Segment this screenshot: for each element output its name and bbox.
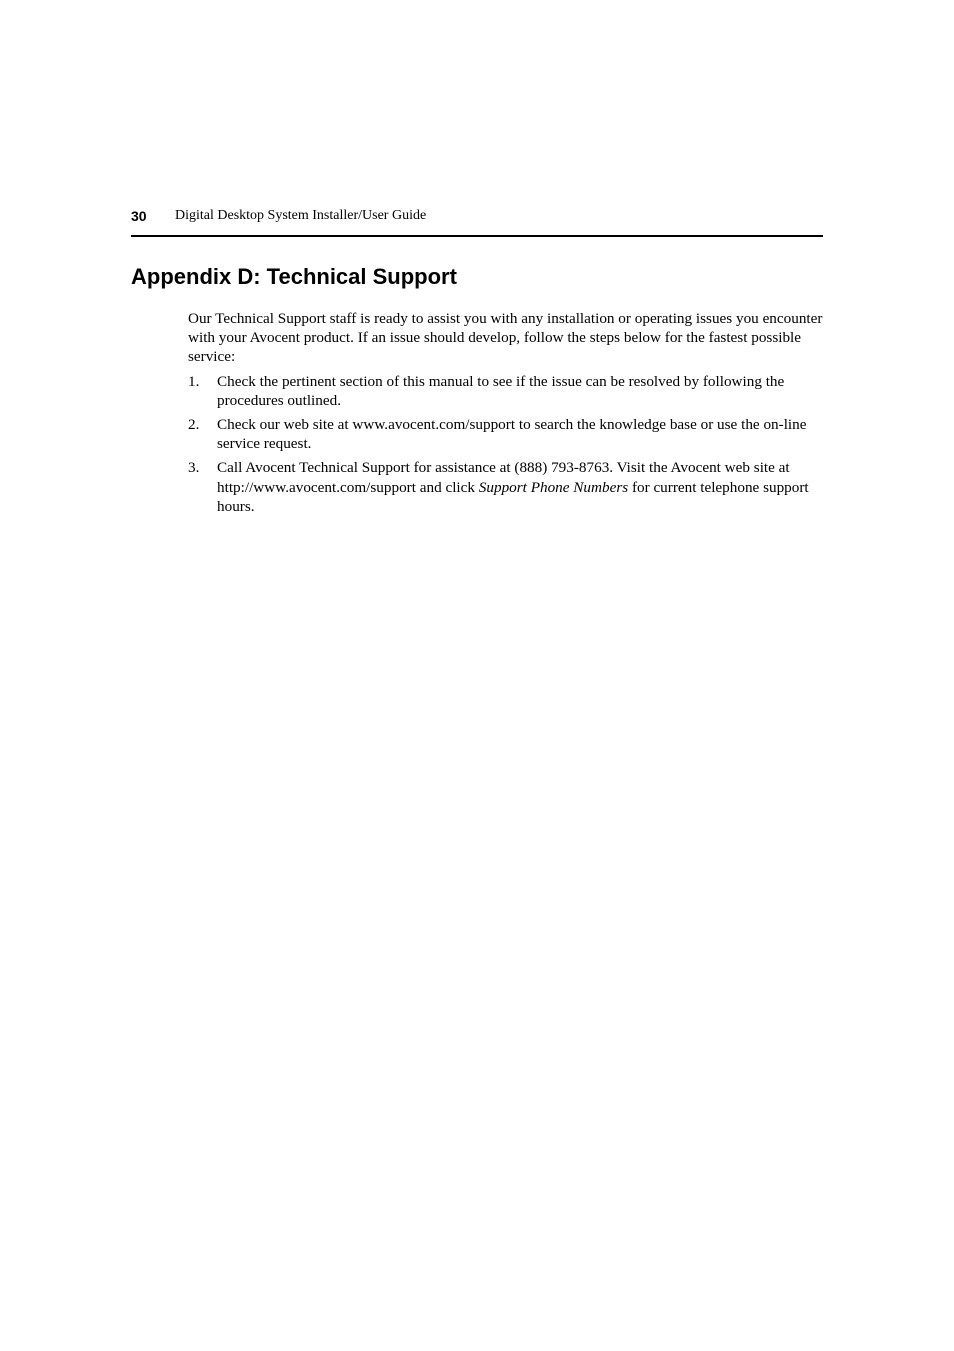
step-text-before: Call Avocent Technical Support for assistance at (888) 793-8763. Visit the Avocent web site at http://www.avocent.com/support and click — [217, 459, 790, 496]
step-text-after: for current telephone support hours. — [217, 478, 809, 515]
step-text: Check the pertinent section of this manual to see if the issue can be resolved by following the procedures outlined. — [217, 372, 785, 409]
intro-paragraph: Our Technical Support staff is ready to assist you with any installation or operating issues you encounter with your Avocent product. If an issue should develop, follow the steps below for the fastest possible service: — [188, 310, 823, 366]
step-number: 2. — [188, 416, 200, 434]
page-number: 30 — [131, 208, 147, 224]
list-item — [188, 415, 824, 453]
section-body — [188, 309, 824, 521]
section-heading: Appendix D: Technical Support — [131, 264, 457, 289]
support-phone-numbers-emphasis: Support Phone Numbers — [478, 478, 629, 496]
step-text: Check our web site at www.avocent.com/support to search the knowledge base or use the on-line service request. — [217, 416, 807, 453]
running-title: Digital Desktop System Installer/User Guide — [175, 208, 427, 223]
list-item — [188, 372, 824, 410]
step-number: 3. — [188, 459, 200, 477]
header-rule — [131, 235, 823, 237]
page-header — [131, 206, 823, 230]
support-steps-list — [188, 372, 824, 516]
step-number: 1. — [188, 372, 200, 390]
list-item — [188, 458, 824, 516]
step-text — [217, 459, 809, 514]
